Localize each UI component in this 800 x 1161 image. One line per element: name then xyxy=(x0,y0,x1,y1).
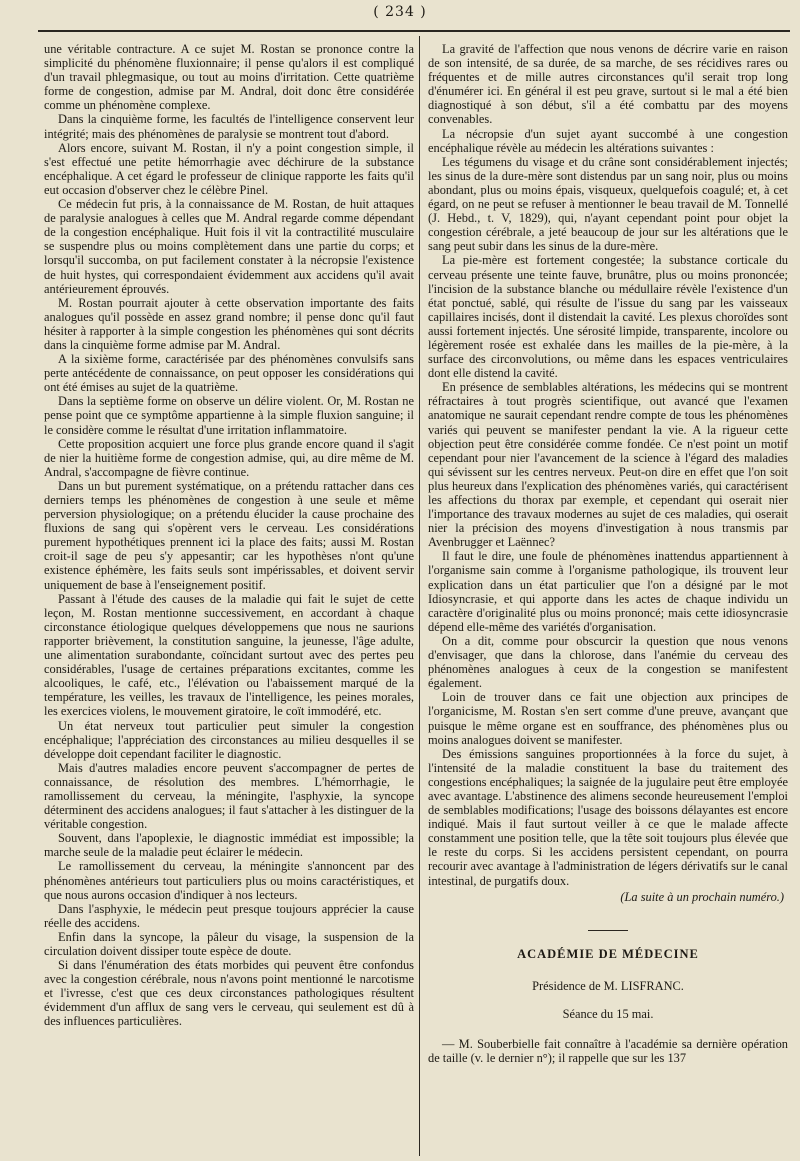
paragraph: M. Rostan pourrait ajouter à cette observation importante des faits analogues qu'il possède en assez grand nombre; il pense donc qu'il faut hésiter à rapporter à la simple congestion les phénomènes qui sont décrits dans la cinquième forme admise par M. Andral. xyxy=(44,295,414,352)
paragraph: Souvent, dans l'apoplexie, le diagnostic immédiat est impossible; la marche seule de la maladie peut éclairer le médecin. xyxy=(44,831,414,860)
paragraph: Dans un but purement systématique, on a prétendu rattacher dans ces derniers temps les phénomènes de congestion à une seule et même perversion physiologique; on a prétendu élucider la cause prochaine des fluxions de sang qui s'opèrent vers le cerveau. Les considérations purement hypothétiques prennent ici la place des faits; aussi M. Rostan croit-il sage de peu s'y appesantir; car les hypothèses n'ont qu'une existence éphémère, les faits seuls sont impérissables, et doivent servir uniquement de base à l'enseignement positif. xyxy=(44,478,414,592)
continuation-note: (La suite à un prochain numéro.) xyxy=(620,889,784,904)
paragraph: Le ramollissement du cerveau, la méningite s'annoncent par des phénomènes antérieurs tout particuliers plus ou moins caractéristiques, et que nous aurons occasion d'indiquer à nos lecteurs. xyxy=(44,859,414,902)
paragraph: Cette proposition acquiert une force plus grande encore quand il s'agit de nier la huitième forme de congestion admise, qui, au dire même de M. Andral, s'accompagne de fièvre continue. xyxy=(44,436,414,479)
section-rule xyxy=(588,930,628,931)
paragraph: Les tégumens du visage et du crâne sont considérablement injectés; les sinus de la dure-mère sont distendus par un sang noir, plus ou moins abondant, plus ou moins épais, visqueux, quelquefois coagulé; et, à cet égard, on ne peut se refuser à mentionner le beau travail de M. Tonnellé (J. Hebd., t. V, 1829), qui, n'ayant cependant point pour objet la congestion cérébrale, a jeté beaucoup de jour sur les altérations que le sang peut subir dans les sinus de la dure-mère. xyxy=(428,154,788,254)
paragraph: La gravité de l'affection que nous venons de décrire varie en raison de son intensité, de sa durée, de sa marche, de ses récidives rares ou fréquentes et de mille autres circonstances qu'il serait trop long d'énumérer ici. En général il est peu grave, surtout si le mal a été bien diagnostiqué à son début, s'il a été combattu par des moyens convenables. xyxy=(428,42,788,127)
paragraph: Dans la cinquième forme, les facultés de l'intelligence conservent leur intégrité; mais des phénomènes de paralysie se montrent tout d'abord. xyxy=(44,112,414,141)
paragraph: Passant à l'étude des causes de la maladie qui fait le sujet de cette leçon, M. Rostan mentionne successivement, en accordant à chaque circonstance étiologique quelques développemens que nous ne saurions rapporter brièvement, la constitution sanguine, la jeunesse, l'âge adulte, une alimentation surabondante, coïncidant surtout avec des pertes peu considérables, l'usage de certaines préparations excitantes, comme les alcooliques, le café, etc., l'élévation ou l'abaissement marqué de la température, les veilles, les travaux de l'intelligence, les peines morales, les exercices violens, le mouvement giratoire, le coït immodéré, etc. xyxy=(44,591,414,719)
paragraph: On a dit, comme pour obscurcir la question que nous venons d'envisager, que dans la chlorose, dans l'anémie du cerveau des phénomènes analogues à ceux de la congestion se manifestent également. xyxy=(428,633,788,691)
right-column xyxy=(428,42,788,1154)
column-divider xyxy=(419,36,420,1156)
paragraph: La nécropsie d'un sujet ayant succombé à une congestion encéphalique révèle au médecin les altérations suivantes : xyxy=(428,126,788,155)
presidence-line: Présidence de M. LISFRANC. xyxy=(532,978,684,993)
paragraph: Mais d'autres maladies encore peuvent s'accompagner de pertes de connaissance, de résolution des membres. L'hémorrhagie, le ramollissement du cerveau, la méningite, l'asphyxie, la syncope déterminent des accidens analogues; il faut s'attacher à les distinguer de la véritable congestion. xyxy=(44,760,414,832)
paragraph: Un état nerveux tout particulier peut simuler la congestion encéphalique; l'appréciation des circonstances au milieu desquelles il se développe doit cependant faciliter le diagnostic. xyxy=(44,718,414,761)
paragraph: Loin de trouver dans ce fait une objection aux principes de l'organicisme, M. Rostan s'en sert comme d'une preuve, avançant que puisque le même organe est en souffrance, des phénomènes plus ou moins analogues doivent se manifester. xyxy=(428,690,788,747)
paragraph: Des émissions sanguines proportionnées à la force du sujet, à l'intensité de la maladie constituent la base du traitement des congestions encéphaliques; la saignée de la jugulaire peut être employée avec avantage. L'abstinence des alimens seconde heureusement l'emploi de semblables modifications; l'usage des boissons délayantes est encore indiqué. Mais il faut surtout veiller à ce que le malade affecte constamment une position telle, que la tête soit toujours plus élevée que le reste du corps. Si les accidens persistent cependant, on pourra recourir avec avantage à l'administration de légers dérivatifs sur le canal intestinal, de purgatifs doux. xyxy=(428,746,788,888)
paragraph: — M. Souberbielle fait connaître à l'académie sa dernière opération de taille (v. le dernier n°); il rappelle que sur les 137 xyxy=(428,1037,788,1066)
paragraph: Enfin dans la syncope, la pâleur du visage, la suspension de la circulation doivent dissiper toute espèce de doute. xyxy=(44,929,414,958)
paragraph: La pie-mère est fortement congestée; la substance corticale du cerveau présente une teinte fauve, brunâtre, plus ou moins prononcée; l'incision de la substance blanche ou médullaire révèle l'existence d'un état ponctué, sablé, qui résulte de l'issue du sang par les vaisseaux capillaires incisés, dont il distendait la cavité. Les plexus choroïdes sont aussi fortement injectés. Une sérosité limpide, transparente, incolore ou légèrement rosée est exhalée dans les mailles de la pie-mère, à la surface des circonvolutions, ou même dans les espaces ventriculaires dont elle distend la cavité. xyxy=(428,253,788,381)
section-title: ACADÉMIE DE MÉDECINE xyxy=(517,946,699,961)
paragraph: une véritable contracture. A ce sujet M. Rostan se prononce contre la simplicité du phénomène fluxionnaire; il pense qu'alors il est compliqué d'un travail phlegmasique, ou tout au moins d'irritation. Cette quatrième forme de congestion, admise par M. Andral, doit donc être considérée comme un phénomène complexe. xyxy=(44,42,414,113)
header-rule xyxy=(38,30,790,32)
paragraph: En présence de semblables altérations, les médecins qui se montrent réfractaires à tout progrès scientifique, out avancé que l'examen anatomique ne saurait cependant rendre compte de tous les phénomènes variés qui peuvent se manifester pendant la vie. A la rigueur cette objection peut être considérée comme fondée. Ce n'est point un motif cependant pour nier l'avancement de la science à l'égard des maladies qui sévissent sur les centres nerveux. Peut-on dire en effet que l'on soit plus heureux dans l'explication des phénomènes variés, qui caractérisent les affections du thorax par exemple, et cependant qui oserait nier l'importance des travaux modernes au sujet de ces maladies, qui oserait nier la précision des moyens d'investigation à nous transmis par Avenbrugger et Laënnec? xyxy=(428,380,788,550)
paragraph: Dans la septième forme on observe un délire violent. Or, M. Rostan ne pense point que ce symptôme appartienne à la simple fluxion sanguine; il le considère comme le résultat d'une irritation inflammatoire. xyxy=(44,394,414,437)
paragraph: Il faut le dire, une foule de phénomènes inattendus appartiennent à l'organisme sain comme à l'organisme pathologique, ils trouvent leur explication dans un état particulier que l'on a désigné par le mot Idiosyncrasie, et qui apporte dans les actes de chaque individu un caractère d'originalité plus ou moins prononcé; mais cette idiosyncrasie dépend elle-même des variétés d'organisation. xyxy=(428,549,788,634)
paragraph: Ce médecin fut pris, à la connaissance de M. Rostan, de huit attaques de paralysie analogues à celles que M. Andral regarde comme dépendant de la congestion encéphalique. Huit fois il vit la contractilité musculaire se suspendre plus ou moins complètement dans une partie du corps; et lorsqu'il succomba, on put facilement constater à la nécropsie l'existence de huit hystes, qui correspondaient évidemment aux accidens qu'il avait antérieurement éprouvés. xyxy=(44,197,414,296)
paragraph: A la sixième forme, caractérisée par des phénomènes convulsifs sans perte antécédente de connaissance, on peut opposer les considérations qui ont été émises au sujet de la quatrième. xyxy=(44,352,414,395)
paragraph: Dans l'asphyxie, le médecin peut presque toujours apprécier la cause réelle des accidens. xyxy=(44,901,414,930)
page-number: ( 234 ) xyxy=(373,4,427,20)
seance-date: Séance du 15 mai. xyxy=(562,1006,654,1021)
paragraph: Si dans l'énumération des états morbides qui peuvent être confondus avec la congestion cérébrale, nous n'avons point mentionné le narcotisme et l'ivresse, c'est que ces deux circonstances pathologiques résultent évidemment d'un afflux de sang vers le cerveau, qui seulement est dû à des influences particulières. xyxy=(44,958,414,1029)
paragraph: Alors encore, suivant M. Rostan, il n'y a point congestion simple, il s'est effectué une petite hémorrhagie avec déchirure de la substance encéphalique. A cet égard le professeur de clinique rapporte les faits qu'il eut occasion d'observer chez le célèbre Pinel. xyxy=(44,140,414,197)
left-column xyxy=(44,42,414,1154)
